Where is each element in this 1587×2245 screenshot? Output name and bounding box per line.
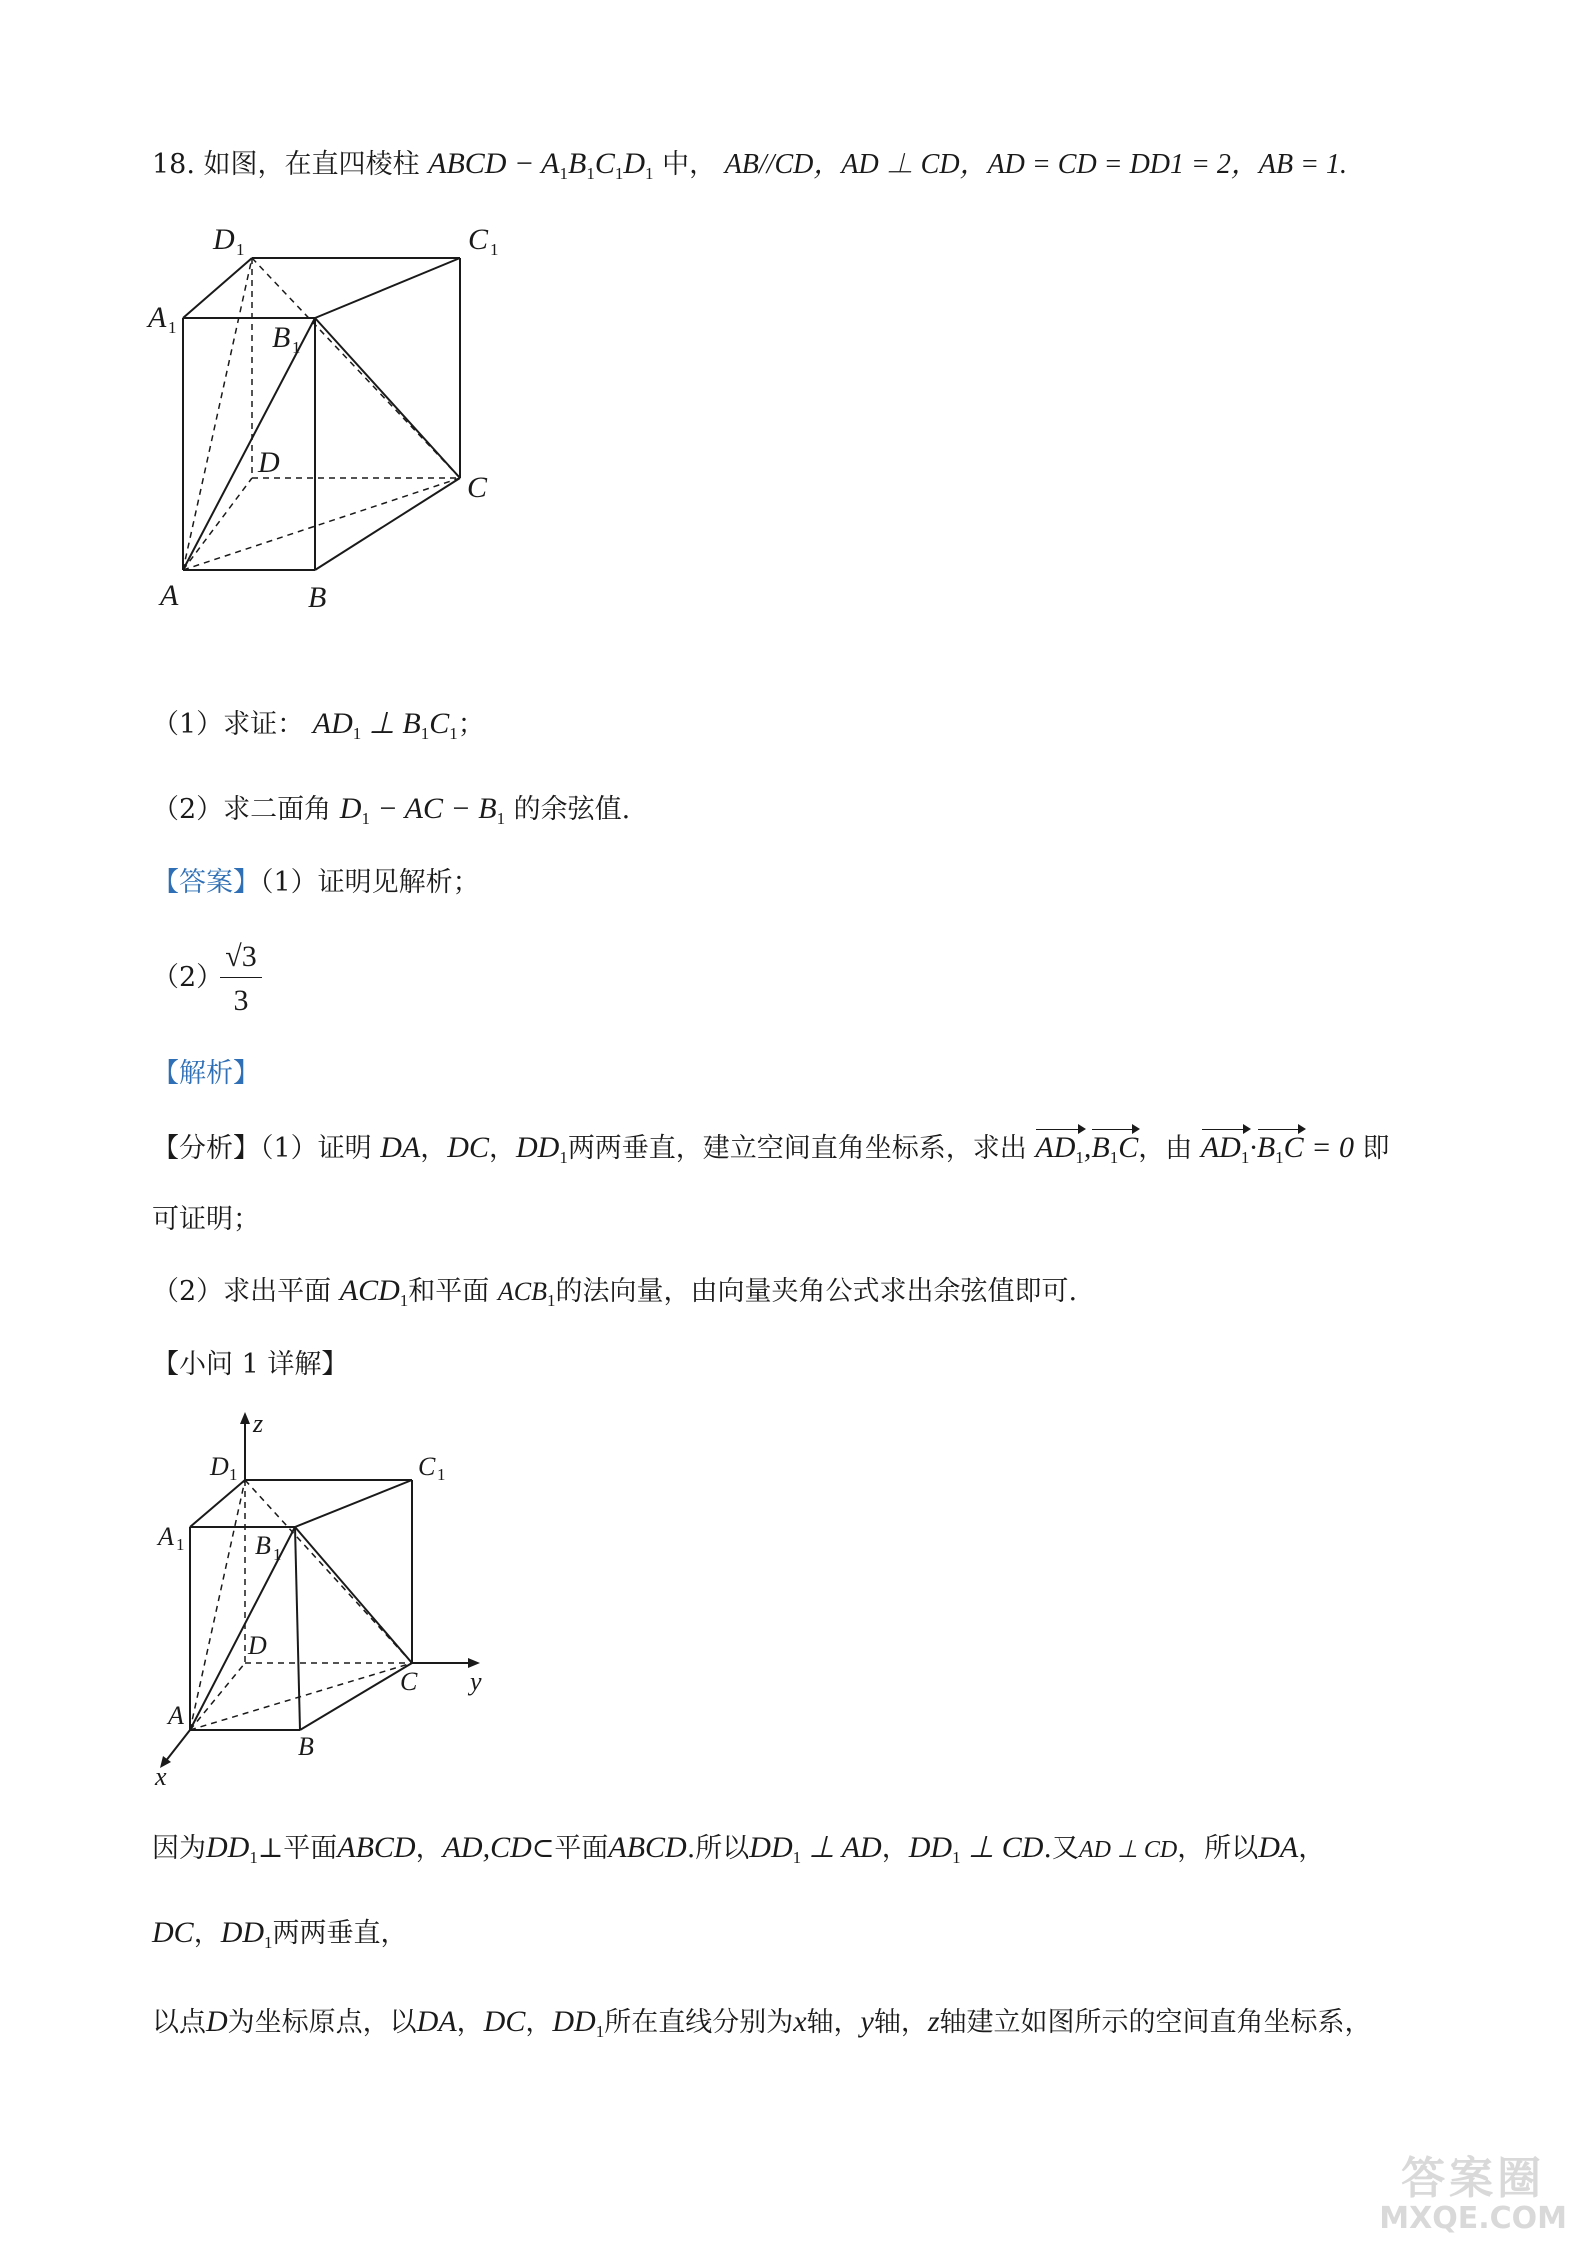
svg-text:1: 1 [292,338,301,357]
label-D: D [248,1631,267,1660]
label-A: A [160,579,179,612]
watermark-logo: 答案圈 [1401,2153,1546,2204]
prism-figure-1 [130,215,530,665]
solution-line-2: DC，$DD_1$两两垂直， [152,1916,408,1952]
problem-number: 18. [152,149,195,180]
answer-line-1: 【答案】（1）证明见解析； [152,867,480,898]
solution-line-3: 以点D为坐标原点，以DA，DC，$DD_1$所在直线分别为x轴，y轴，z轴建立如图所示的空间直角坐标系， [152,2005,1372,2041]
label-C: C [400,1667,418,1696]
label-B1: B [272,321,291,354]
svg-text:1: 1 [236,240,245,259]
problem-statement: 18. 如图，在直四棱柱 ABCD − $A_1B_1C_1D_1$ 中， AB//CD，AD ⊥ CD，AD = CD = DD1 = 2，AB = 1. [152,147,1348,183]
analysis-line-2: 可证明； [152,1204,260,1235]
part-2: （2）求二面角 $D_1$ − AC − $B_1$ 的余弦值. [152,792,631,828]
analysis-tag: 【解析】 [152,1058,260,1089]
axis-label-z: z [253,1410,264,1438]
solution-line-1: 因为$DD_1\perp$平面ABCD，AD,CD⊂平面ABCD.所以$DD_1$ ⊥ AD，$DD_1$ ⊥ CD.又AD ⊥ CD，所以DA， [152,1831,1326,1867]
prism-figure-2 [140,1410,540,1790]
part-1: （1）求证： $AD_1$ ⊥ $B_1C_1$； [152,707,485,743]
label-C1: C [468,223,489,256]
label-A: A [168,1701,184,1730]
answer-fraction: $\frac{√3}{3}$ [220,940,262,1018]
analysis-line-3: （2）求出平面 $ACD_1$和平面 $ACB_1$的法向量，由向量夹角公式求出余弦值即可. [152,1274,1078,1310]
label-B: B [308,581,327,614]
label-D1: D [210,1452,229,1481]
watermark-url: MXQE.COM [1379,2201,1567,2236]
svg-text:1: 1 [273,1545,282,1564]
answer-tag: 【答案】 [152,867,260,898]
label-C1: C [418,1452,436,1481]
analysis-line-1: 【分析】（1）证明 DA，DC，$DD_1$两两垂直，建立空间直角坐标系，求出 $AD_1,B_1C$，由 $AD_1\cdot B_1C = 0$ 即 [152,1130,1390,1176]
svg-text:1: 1 [168,318,177,337]
svg-text:1: 1 [176,1535,185,1554]
axis-label-x: x [155,1762,167,1790]
label-B: B [298,1732,314,1761]
label-B1: B [255,1531,271,1560]
watermark [1379,2155,1567,2235]
detail-tag: 【小问 1 详解】 [152,1349,349,1380]
label-D1: D [213,223,235,256]
label-A1: A [148,301,167,334]
svg-text:1: 1 [229,1465,238,1484]
axis-label-y: y [470,1667,482,1696]
answer-line-2: （2） [152,962,224,993]
label-D: D [258,446,280,479]
label-A1: A [158,1522,174,1551]
svg-text:1: 1 [490,240,499,259]
label-C: C [467,471,488,504]
svg-text:1: 1 [437,1465,446,1484]
